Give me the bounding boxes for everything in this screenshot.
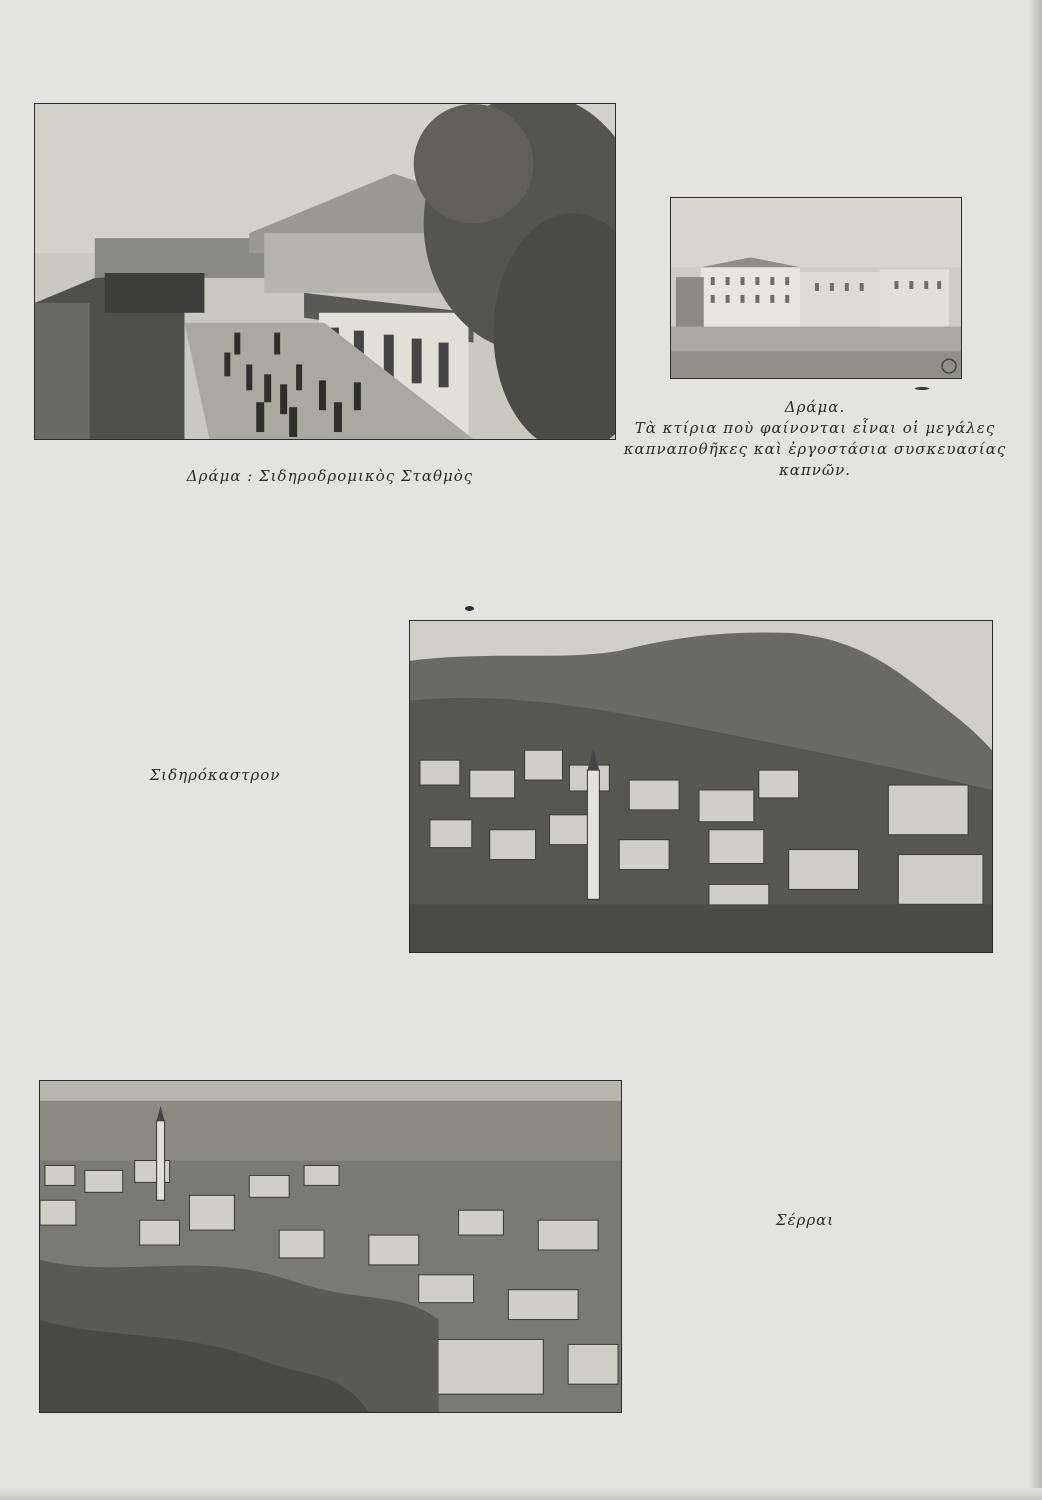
caption-drama-desc-line2: καπναποθῆκες καὶ ἐργοστάσια συσκευασίας	[623, 440, 1007, 458]
tobacco-warehouses-image	[671, 198, 961, 378]
caption-drama-warehouses	[620, 397, 1010, 481]
photo-sidirokastro-hillside-town	[409, 620, 993, 953]
page-edge-shadow	[1028, 0, 1042, 1500]
print-speck	[915, 387, 929, 390]
caption-drama-desc-line1: Τὰ κτίρια ποὺ φαίνονται εἶναι οἱ μεγάλες	[634, 419, 996, 437]
sidirokastro-image	[410, 621, 992, 952]
page-bottom-shadow	[0, 1488, 1042, 1500]
caption-drama-station: Δράμα : Σιδηροδρομικὸς Σταθμὸς	[186, 467, 474, 485]
caption-drama-desc-line3: καπνῶν.	[778, 461, 852, 479]
caption-sidirokastron: Σιδηρόκαστρον	[149, 766, 281, 784]
print-speck	[465, 606, 474, 611]
photo-drama-tobacco-warehouses	[670, 197, 962, 379]
caption-serrai: Σέρραι	[775, 1211, 835, 1229]
photo-drama-railway-station	[34, 103, 616, 440]
serres-image	[40, 1081, 621, 1412]
railway-station-image	[35, 104, 615, 439]
photo-serres-town-view	[39, 1080, 622, 1413]
caption-drama-title: Δράμα.	[784, 398, 846, 416]
